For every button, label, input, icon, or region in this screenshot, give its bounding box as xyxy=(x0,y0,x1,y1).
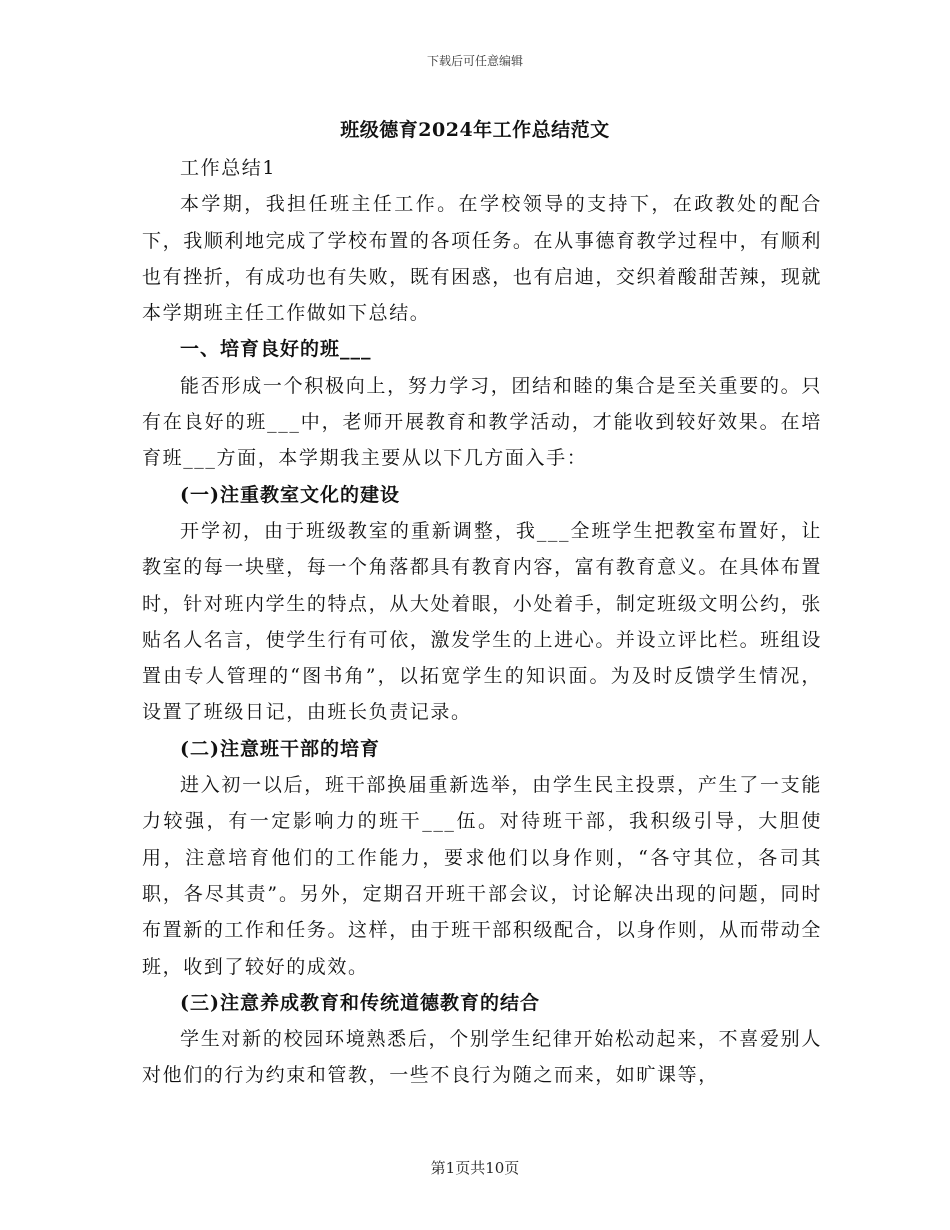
subsection-heading: (三)注意养成教育和传统道德教育的结合 xyxy=(180,991,540,1014)
body-paragraph: 开学初，由于班级教室的重新调整，我___全班学生把教室布置好，让教室的每一块壁，每一个角落都具有教育内容，富有教育意义。在具体布置时，针对班内学生的特点，从大处着眼，小处着手，制定班级文明公约，张贴名人名言，使学生行有可依，激发学生的上进心。并设立评比栏。班组设置由专人管理的“图书角”，以拓宽学生的知识面。为及时反馈学生情况，设置了班级日记，由班长负责记录。 xyxy=(142,519,822,724)
body-paragraph: 能否形成一个积极向上，努力学习，团结和睦的集合是至关重要的。只有在良好的班___中，老师开展教育和教学活动，才能收到较好效果。在培育班___方面，本学期我主要从以下几方面入手： xyxy=(142,374,822,470)
document-body xyxy=(142,150,822,1094)
body-paragraph: 学生对新的校园环境熟悉后，个别学生纪律开始松动起来，不喜爱别人对他们的行为约束和管教，一些不良行为随之而来，如旷课等， xyxy=(142,1028,822,1087)
page-number: 第1页共10页 xyxy=(430,1159,520,1177)
body-paragraph: 进入初一以后，班干部换届重新选举，由学生民主投票，产生了一支能力较强，有一定影响力的班干___伍。对待班干部，我积级引导，大胆使用，注意培育他们的工作能力，要求他们以身作则，“各守其位，各司其职，各尽其责”。另外，定期召开班干部会议，讨论解决出现的问题，同时布置新的工作和任务。这样，由于班干部积级配合，以身作则，从而带动全班，收到了较好的成效。 xyxy=(142,774,822,978)
page-header-note: 下载后可任意编辑 xyxy=(426,54,523,68)
document-title: 班级德育2024年工作总结范文 xyxy=(340,119,610,141)
subsection-heading: (一)注重教室文化的建设 xyxy=(180,483,400,506)
section-label: 工作总结1 xyxy=(180,157,277,179)
section-heading: 一、培育良好的班___ xyxy=(180,338,372,361)
body-paragraph: 本学期，我担任班主任工作。在学校领导的支持下，在政教处的配合下，我顺利地完成了学校布置的各项任务。在从事德育教学过程中，有顺利也有挫折，有成功也有失败，既有困惑，也有启迪，交织着酸甜苦辣，现就本学期班主任工作做如下总结。 xyxy=(142,193,822,325)
subsection-heading: (二)注意班干部的培育 xyxy=(180,737,380,760)
